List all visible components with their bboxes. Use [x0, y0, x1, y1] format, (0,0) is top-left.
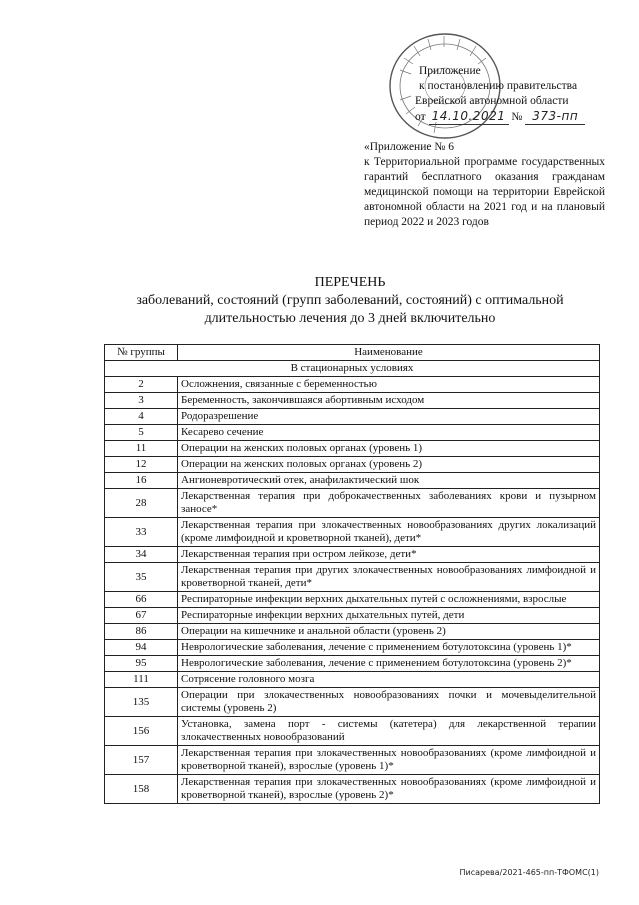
table-row — [105, 393, 600, 409]
group-name-cell: Неврологические заболевания, лечение с применением ботулотоксина (уровень 2)* — [178, 656, 600, 672]
table-row — [105, 441, 600, 457]
program-reference — [364, 140, 605, 230]
group-number-cell: 11 — [105, 441, 178, 457]
group-name-cell: Ангионевротический отек, анафилактический шок — [178, 473, 600, 489]
appendix-header — [415, 64, 605, 125]
group-name-cell: Лекарственная терапия при злокачественных новообразованиях (кроме лимфоидной и кроветворной тканей), взрослые (уровень 2)* — [178, 775, 600, 804]
table-row — [105, 377, 600, 393]
group-number-cell: 2 — [105, 377, 178, 393]
group-name-cell: Родоразрешение — [178, 409, 600, 425]
group-number-cell: 35 — [105, 563, 178, 592]
table-row — [105, 717, 600, 746]
group-name-cell: Респираторные инфекции верхних дыхательных путей с осложнениями, взрослые — [178, 592, 600, 608]
group-number-cell: 95 — [105, 656, 178, 672]
table-row — [105, 409, 600, 425]
group-number-cell: 3 — [105, 393, 178, 409]
group-name-cell: Лекарственная терапия при злокачественных новообразованиях других локализаций (кроме лимфоидной и кроветворной тканей), дети* — [178, 518, 600, 547]
group-number-cell: 34 — [105, 547, 178, 563]
group-name-cell: Операции на кишечнике и анальной области (уровень 2) — [178, 624, 600, 640]
group-name-cell: Лекарственная терапия при других злокачественных новообразованиях лимфоидной и кроветворной тканей, дети* — [178, 563, 600, 592]
header-group-number: № группы — [105, 345, 178, 361]
table-row — [105, 592, 600, 608]
table-row — [105, 473, 600, 489]
group-number-cell: 28 — [105, 489, 178, 518]
appendix-from: от — [415, 111, 426, 123]
group-number-cell: 33 — [105, 518, 178, 547]
appendix-resolution: к постановлению правительства — [419, 80, 578, 92]
table-row — [105, 672, 600, 688]
appendix-region: Еврейской автономной области — [415, 95, 569, 107]
document-title — [100, 274, 600, 328]
section-label: В стационарных условиях — [105, 361, 600, 377]
title-heading: ПЕРЕЧЕНЬ — [314, 275, 386, 290]
group-name-cell: Операции на женских половых органах (уровень 2) — [178, 457, 600, 473]
group-name-cell: Респираторные инфекции верхних дыхательных путей, дети — [178, 608, 600, 624]
group-name-cell: Лекарственная терапия при остром лейкозе, дети* — [178, 547, 600, 563]
appendix-date: 14.10.2021 — [429, 109, 509, 125]
disease-list-table — [104, 344, 600, 804]
group-number-cell: 157 — [105, 746, 178, 775]
group-number-cell: 16 — [105, 473, 178, 489]
table-row — [105, 563, 600, 592]
group-name-cell: Сотрясение головного мозга — [178, 672, 600, 688]
table-row — [105, 547, 600, 563]
table-row — [105, 608, 600, 624]
table-row — [105, 425, 600, 441]
group-number-cell: 111 — [105, 672, 178, 688]
table-row — [105, 688, 600, 717]
group-number-cell: 158 — [105, 775, 178, 804]
table-row — [105, 489, 600, 518]
group-name-cell: Лекарственная терапия при доброкачественных заболеваниях крови и пузырном заносе* — [178, 489, 600, 518]
table-row — [105, 746, 600, 775]
table-row — [105, 775, 600, 804]
table-row — [105, 518, 600, 547]
group-number-cell: 156 — [105, 717, 178, 746]
appendix-number: 373-пп — [525, 109, 585, 125]
group-number-cell: 94 — [105, 640, 178, 656]
group-name-cell: Лекарственная терапия при злокачественных новообразованиях (кроме лимфоидной и кроветворной тканей), взрослые (уровень 1)* — [178, 746, 600, 775]
section-row — [105, 361, 600, 377]
group-name-cell: Осложнения, связанные с беременностью — [178, 377, 600, 393]
appendix-label: Приложение — [419, 65, 481, 77]
group-number-cell: 135 — [105, 688, 178, 717]
title-subtitle: заболеваний, состояний (групп заболеваний, состояний) с оптимальной длительностью лечения до 3 дней включительно — [136, 293, 564, 326]
header-name: Наименование — [178, 345, 600, 361]
table-row — [105, 640, 600, 656]
appendix-date-line — [415, 109, 605, 125]
group-number-cell: 5 — [105, 425, 178, 441]
table-row — [105, 656, 600, 672]
program-description: к Территориальной программе государственных гарантий бесплатного оказания гражданам медицинской помощи на территории Еврейской автономной области на 2021 год и на плановый период 2022 и 2023 годов — [364, 156, 605, 228]
group-name-cell: Операции на женских половых органах (уровень 1) — [178, 441, 600, 457]
group-number-cell: 86 — [105, 624, 178, 640]
group-name-cell: Кесарево сечение — [178, 425, 600, 441]
group-number-cell: 67 — [105, 608, 178, 624]
appendix-number-sign: № — [511, 111, 523, 123]
table-row — [105, 457, 600, 473]
footer-document-code: Писарева/2021-465-пп-ТФОМС(1) — [459, 868, 599, 877]
table-row — [105, 624, 600, 640]
program-appendix-number: «Приложение № 6 — [364, 141, 454, 153]
group-name-cell: Беременность, закончившаяся абортивным исходом — [178, 393, 600, 409]
group-name-cell: Операции при злокачественных новообразованиях почки и мочевыделительной системы (уровень 2) — [178, 688, 600, 717]
table-header-row — [105, 345, 600, 361]
group-name-cell: Неврологические заболевания, лечение с применением ботулотоксина (уровень 1)* — [178, 640, 600, 656]
group-number-cell: 4 — [105, 409, 178, 425]
group-number-cell: 12 — [105, 457, 178, 473]
group-name-cell: Установка, замена порт - системы (катетера) для лекарственной терапии злокачественных новообразований — [178, 717, 600, 746]
group-number-cell: 66 — [105, 592, 178, 608]
